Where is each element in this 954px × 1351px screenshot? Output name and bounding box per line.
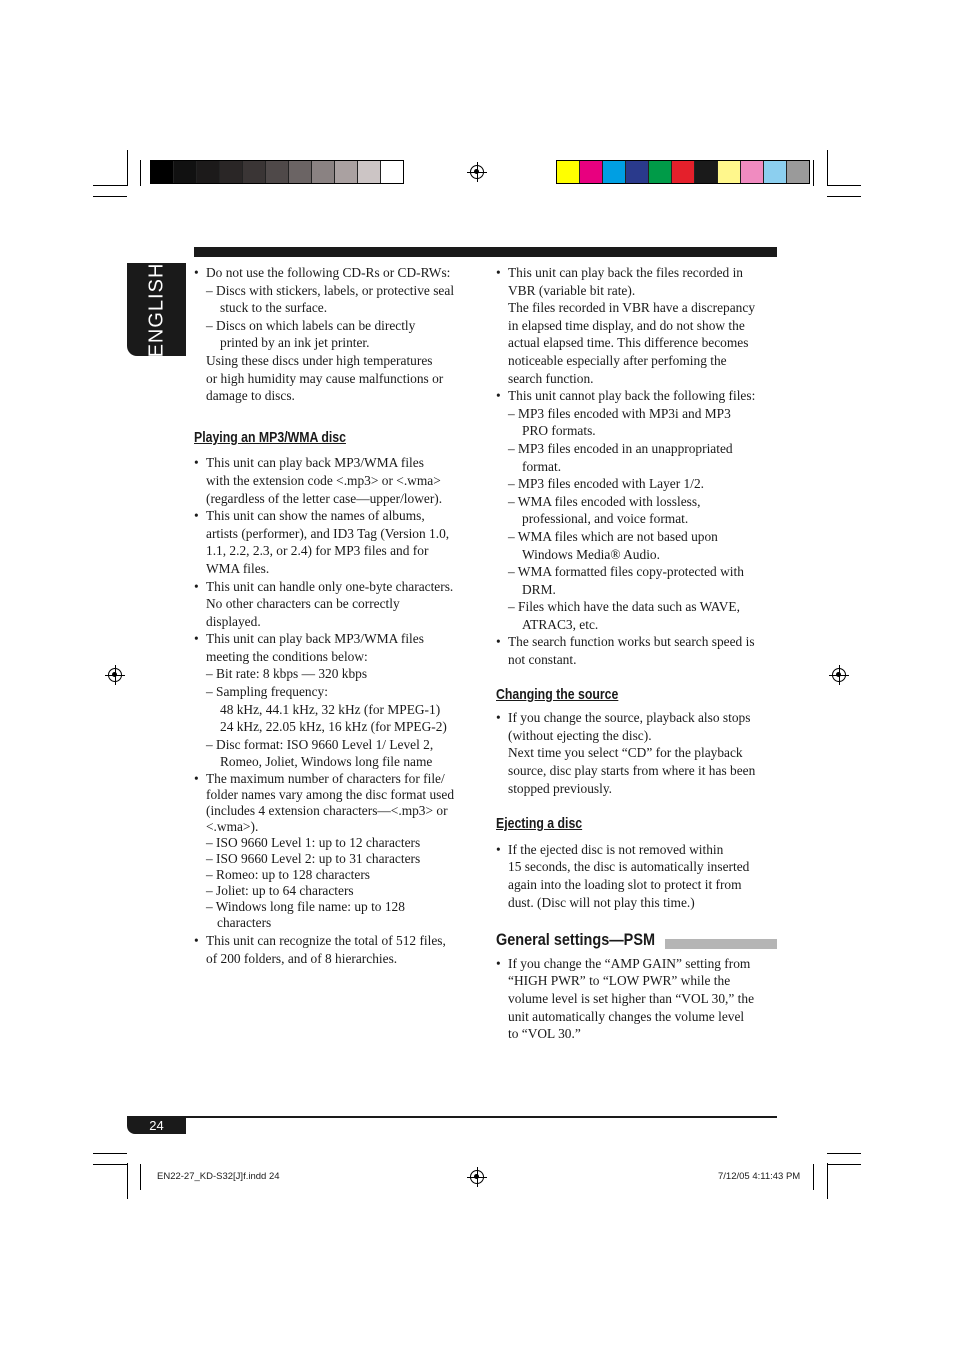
crop-mark xyxy=(813,1164,814,1190)
color-swatch xyxy=(648,161,671,183)
registration-mark-icon xyxy=(108,668,122,682)
registration-mark-icon xyxy=(470,165,484,179)
bullet: • Do not use the following CD-Rs or CD-RWs: xyxy=(194,264,484,282)
language-tab: ENGLISH xyxy=(127,263,186,356)
crop-mark xyxy=(140,1164,141,1190)
heading-decoration-bar xyxy=(665,939,777,949)
crop-mark xyxy=(127,150,128,186)
color-swatch xyxy=(671,161,694,183)
footer-rule xyxy=(127,1116,777,1118)
color-swatch xyxy=(717,161,740,183)
crop-mark xyxy=(813,160,814,186)
color-swatch xyxy=(173,161,196,183)
crop-mark xyxy=(93,196,127,197)
process-color-bar xyxy=(556,160,810,184)
section-heading-mp3: Playing an MP3/WMA disc xyxy=(194,428,346,446)
color-swatch xyxy=(602,161,625,183)
registration-mark-icon xyxy=(470,1170,484,1184)
color-swatch xyxy=(242,161,265,183)
color-swatch xyxy=(380,161,403,183)
color-swatch xyxy=(557,161,579,183)
color-swatch xyxy=(219,161,242,183)
left-column: • Do not use the following CD-Rs or CD-RWs: – Discs with stickers, labels, or protective seal stuck to the surface. – Discs on which labels can be directly printed by an ink jet printer. Using these discs under high temperatures or high humidity may cause malfunctions or damage to discs. Playing an MP3/WMA disc • This unit can play back MP3/WMA files with the extension code <.mp3> or <.wma> (regardless of the letter case—upper/lower). • This unit can show the names of albums, artists (performer), and ID3 Tag (Version 1.0, 1.1, 2.2, 2.3, or 2.4) for MP3 files and for WMA files. • This unit can handle only one-byte characters. No other characters can be correctly displayed. • This unit can play back MP3/WMA files meeting the conditions below: – Bit rate: 8 kbps — 320 kbps – Sampling frequency: 48 kHz, 44.1 kHz, 32 kHz (for MPEG-1) 24 kHz, 22.05 kHz, 16 kHz (for MPEG-2) – Disc format: ISO 9660 Level 1/ Level 2, Romeo, Joliet, Windows long file name • The maximum number of characters for file/ folder names vary among the disc format used (includes 4 extension characters—<.mp3> or <.wma>). – ISO 9660 Level 1: up to 12 characters – ISO 9660 Level 2: up to 31 characters – Romeo: up to 128 characters – Joliet: up to 64 characters – Windows long file name: up to 128 characters • This unit can recognize the total of 512 files, of 200 folders, and of 8 hierarchies. xyxy=(194,264,484,967)
color-swatch xyxy=(265,161,288,183)
section-heading-eject: Ejecting a disc xyxy=(496,815,583,833)
crop-mark xyxy=(827,1163,828,1199)
crop-mark xyxy=(93,185,127,186)
footer-timestamp: 7/12/05 4:11:43 PM xyxy=(718,1171,801,1182)
section-heading-source: Changing the source xyxy=(496,685,619,703)
crop-mark xyxy=(93,1153,127,1154)
color-swatch xyxy=(740,161,763,183)
color-swatch xyxy=(311,161,334,183)
crop-mark xyxy=(827,185,861,186)
color-swatch xyxy=(694,161,717,183)
color-swatch xyxy=(288,161,311,183)
color-swatch xyxy=(625,161,648,183)
right-column: • This unit can play back the files recorded in VBR (variable bit rate). The files recorded in VBR have a discrepancy in elapsed time display, and do not show the actual elapsed time. This difference becomes noticeable especially after perfoming the search function. • This unit cannot play back the following files: – MP3 files encoded with MP3i and MP3 PRO formats. – MP3 files encoded in an unappropriated format. – MP3 files encoded with Layer 1/2. – WMA files encoded with lossless, professional, and voice format. – WMA files which are not based upon Windows Media® Audio. – WMA formatted files copy-protected with DRM. – Files which have the data such as WAVE, ATRAC3, etc. • The search function works but search speed is not constant. Changing the source • If you change the source, playback also stops (without ejecting the disc). Next time you select “CD” for the playback source, disc play starts from where it has been stopped previously. Ejecting a disc • If the ejected disc is not removed within 15 seconds, the disc is automatically inserted again into the loading slot to protect it from dust. (Disc will not play this time.) General settings—PSM • If you change the “AMP GAIN” setting from “HIGH PWR” to “LOW PWR” while the volume level is set higher than “VOL 30,” the unit automatically changes the volume level to “VOL 30.” xyxy=(496,264,781,1043)
grayscale-color-bar xyxy=(150,160,404,184)
registration-mark-icon xyxy=(832,668,846,682)
page-number: 24 xyxy=(127,1118,186,1134)
color-swatch xyxy=(196,161,219,183)
color-swatch xyxy=(786,161,809,183)
color-swatch xyxy=(357,161,380,183)
crop-mark xyxy=(827,196,861,197)
crop-mark xyxy=(827,1164,861,1165)
section-heading-psm: General settings—PSM xyxy=(496,930,656,950)
color-swatch xyxy=(579,161,602,183)
crop-mark xyxy=(827,150,828,186)
color-swatch xyxy=(334,161,357,183)
crop-mark xyxy=(140,160,141,186)
footer-file-slug: EN22-27_KD-S32[J]f.indd 24 xyxy=(157,1171,280,1182)
color-swatch xyxy=(151,161,173,183)
crop-mark xyxy=(127,1163,128,1199)
crop-mark xyxy=(93,1164,127,1165)
dash-line: – Discs with stickers, labels, or protective seal xyxy=(206,282,455,298)
crop-mark xyxy=(827,1153,861,1154)
header-rule xyxy=(194,247,777,257)
color-swatch xyxy=(763,161,786,183)
